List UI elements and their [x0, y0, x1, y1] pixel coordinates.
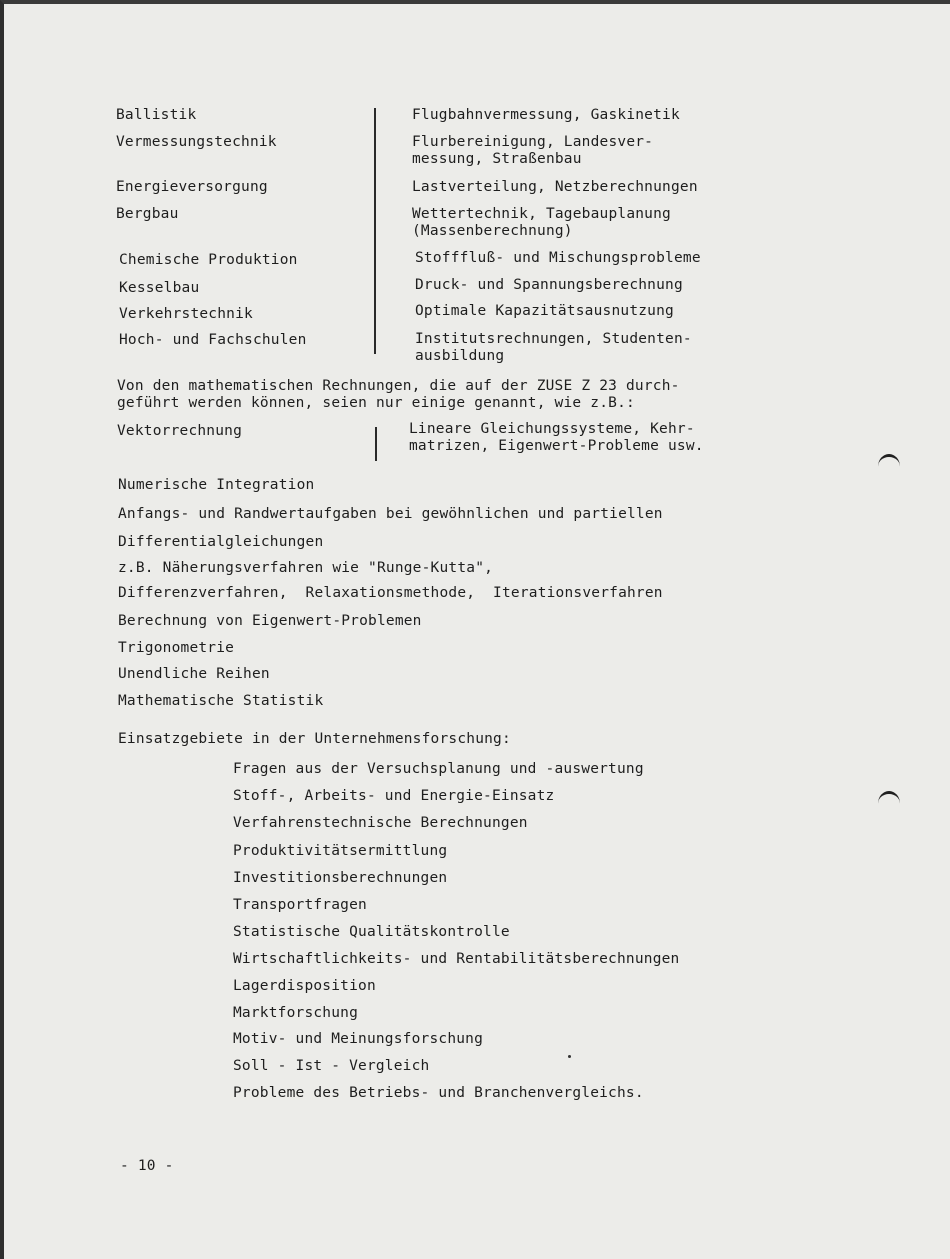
vektor-line: matrizen, Eigenwert-Probleme usw. [409, 438, 704, 454]
scan-speck [568, 1055, 571, 1058]
app-use: Optimale Kapazitätsausnutzung [415, 303, 674, 319]
vektor-divider [375, 427, 377, 461]
list-item: Mathematische Statistik [118, 693, 324, 709]
table-divider [374, 108, 376, 354]
app-use: Flurbereinigung, Landesver- [412, 134, 654, 150]
app-use: Stofffluß- und Mischungsprobleme [415, 250, 701, 266]
app-use: Lastverteilung, Netzberechnungen [412, 179, 698, 195]
list-item: Differentialgleichungen [118, 534, 324, 550]
list-item: Investitionsberechnungen [233, 870, 448, 886]
app-use: messung, Straßenbau [412, 151, 582, 167]
app-area: Energieversorgung [116, 179, 268, 195]
list-item: Transportfragen [233, 897, 367, 913]
list-item: Soll - Ist - Vergleich [233, 1058, 430, 1074]
app-area: Ballistik [116, 107, 197, 123]
list-item: Statistische Qualitätskontrolle [233, 924, 510, 940]
list-item: Anfangs- und Randwertaufgaben bei gewöhnlichen und partiellen [118, 506, 663, 522]
app-use: Institutsrechnungen, Studenten- [415, 331, 692, 347]
app-area: Bergbau [116, 206, 179, 222]
list-item: Unendliche Reihen [118, 666, 270, 682]
list-item: Berechnung von Eigenwert-Problemen [118, 613, 422, 629]
app-area: Chemische Produktion [119, 252, 298, 268]
app-use: ausbildung [415, 348, 505, 364]
list-item: Numerische Integration [118, 477, 315, 493]
vektor-line: Lineare Gleichungssysteme, Kehr- [409, 421, 695, 437]
app-use: Druck- und Spannungsberechnung [415, 277, 683, 293]
app-area: Vermessungstechnik [116, 134, 277, 150]
punch-hole-mark [878, 791, 900, 816]
list-item: Probleme des Betriebs- und Branchenvergleichs. [233, 1085, 644, 1101]
app-area: Hoch- und Fachschulen [119, 332, 307, 348]
list-item: Verfahrenstechnische Berechnungen [233, 815, 528, 831]
app-use: Wettertechnik, Tagebauplanung [412, 206, 671, 222]
list-item: Differenzverfahren, Relaxationsmethode, Iterationsverfahren [118, 585, 663, 601]
list-item: Trigonometrie [118, 640, 235, 656]
app-use: (Massenberechnung) [412, 223, 573, 239]
list-item: Motiv- und Meinungsforschung [233, 1031, 484, 1047]
vektor-label: Vektorrechnung [117, 423, 243, 439]
math-intro-line: geführt werden können, seien nur einige genannt, wie z.B.: [117, 395, 635, 411]
or-heading: Einsatzgebiete in der Unternehmensforschung: [118, 731, 511, 747]
list-item: Stoff-, Arbeits- und Energie-Einsatz [233, 788, 555, 804]
app-area: Kesselbau [119, 280, 200, 296]
math-intro-line: Von den mathematischen Rechnungen, die auf der ZUSE Z 23 durch- [117, 378, 680, 394]
punch-hole-mark [878, 454, 900, 479]
list-item: z.B. Näherungsverfahren wie "Runge-Kutta", [118, 560, 494, 576]
page-number: - 10 - [120, 1158, 174, 1174]
list-item: Wirtschaftlichkeits- und Rentabilitätsberechnungen [233, 951, 680, 967]
list-item: Lagerdisposition [233, 978, 376, 994]
app-use: Flugbahnvermessung, Gaskinetik [412, 107, 680, 123]
list-item: Produktivitätsermittlung [233, 843, 448, 859]
app-area: Verkehrstechnik [119, 306, 253, 322]
list-item: Fragen aus der Versuchsplanung und -auswertung [233, 761, 644, 777]
list-item: Marktforschung [233, 1005, 359, 1021]
